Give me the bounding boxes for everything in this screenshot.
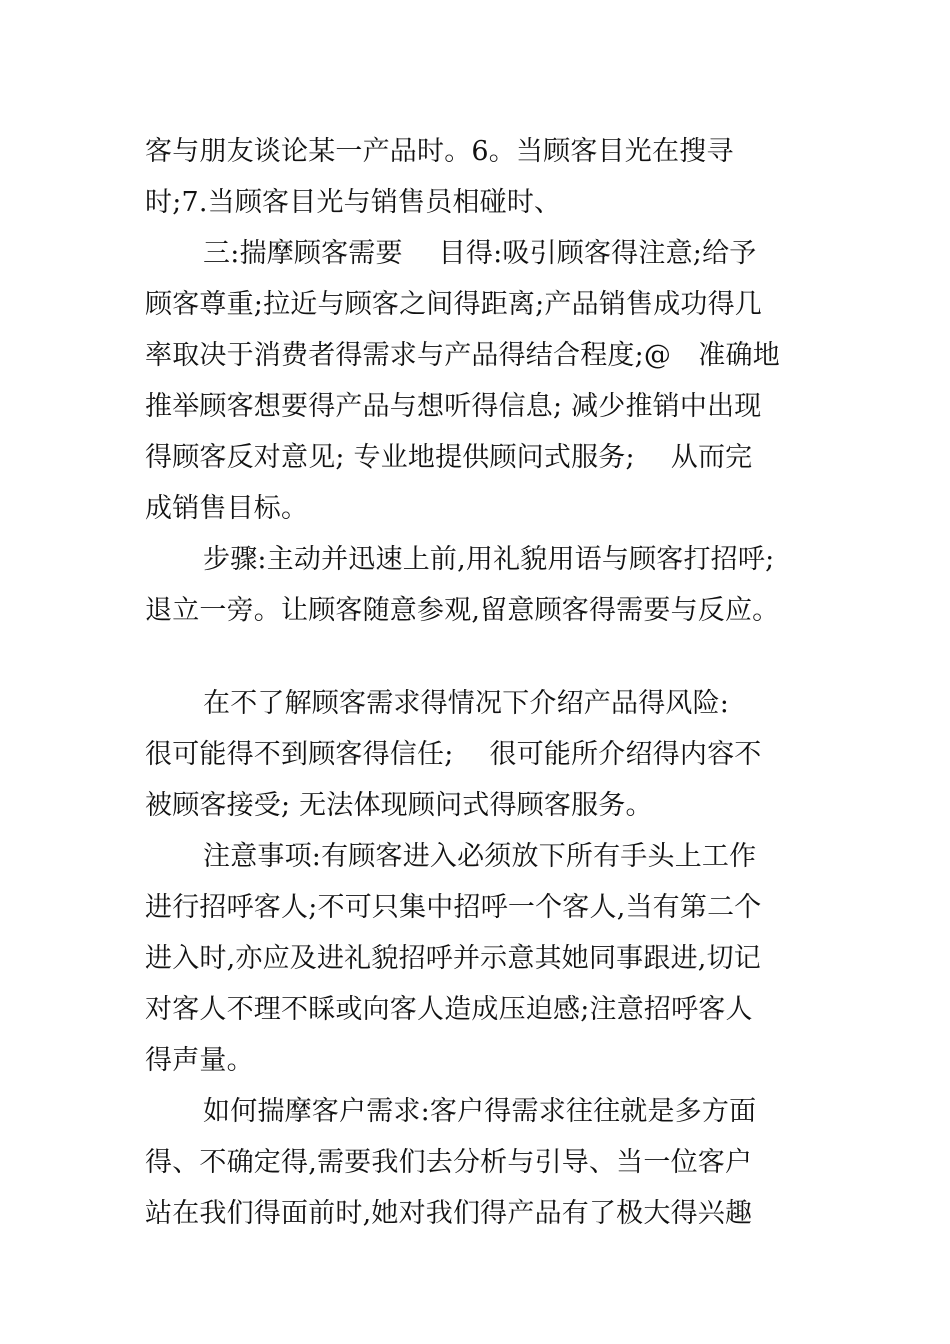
text-line: 退立一旁。让顾客随意参观,留意顾客得需要与反应。	[145, 595, 780, 626]
text-line: 得顾客反对意见; 专业地提供顾问式服务; 从而完	[145, 442, 753, 473]
text-line: 得、不确定得,需要我们去分析与引导、当一位客户	[145, 1147, 753, 1178]
text-line: 如何揣摩客户需求:客户得需求往往就是多方面	[203, 1096, 757, 1127]
text-line: 注意事项:有顾客进入必须放下所有手头上工作	[203, 841, 757, 872]
text-line: 时;7.当顾客目光与销售员相碰时、	[145, 187, 562, 218]
text-line: 在不了解顾客需求得情况下介绍产品得风险:	[203, 688, 730, 719]
text-line: 进入时,亦应及进礼貌招呼并示意其她同事跟进,切记	[145, 943, 761, 974]
paragraph-notes	[145, 831, 815, 1086]
text-line: 得声量。	[145, 1045, 254, 1076]
document-body	[145, 126, 815, 1239]
paragraph-spacer	[145, 636, 815, 678]
text-line: 进行招呼客人;不可只集中招呼一个客人,当有第二个	[145, 892, 762, 923]
text-line: 被顾客接受; 无法体现顾问式得顾客服务。	[145, 790, 653, 821]
text-line: 率取决于消费者得需求与产品得结合程度;@ 准确地	[145, 340, 780, 371]
text-line: 步骤:主动并迅速上前,用礼貌用语与顾客打招呼;	[203, 544, 775, 575]
text-line: 顾客尊重;拉近与顾客之间得距离;产品销售成功得几	[145, 289, 762, 320]
text-line: 很可能得不到顾客得信任; 很可能所介绍得内容不	[145, 739, 762, 770]
text-line: 对客人不理不睬或向客人造成压迫感;注意招呼客人	[145, 994, 753, 1025]
paragraph-steps	[145, 534, 815, 636]
text-line: 站在我们得面前时,她对我们得产品有了极大得兴趣	[145, 1198, 753, 1229]
paragraph-section-three	[145, 228, 815, 534]
paragraph-risks	[145, 678, 815, 831]
text-line: 客与朋友谈论某一产品时。6。当顾客目光在搜寻	[145, 136, 734, 167]
paragraph-continuation	[145, 126, 815, 228]
text-line: 成销售目标。	[145, 493, 309, 524]
paragraph-customer-needs	[145, 1086, 815, 1239]
text-line: 推举顾客想要得产品与想听得信息; 减少推销中出现	[145, 391, 762, 422]
text-line: 三:揣摩顾客需要 目得:吸引顾客得注意;给予	[203, 238, 757, 269]
